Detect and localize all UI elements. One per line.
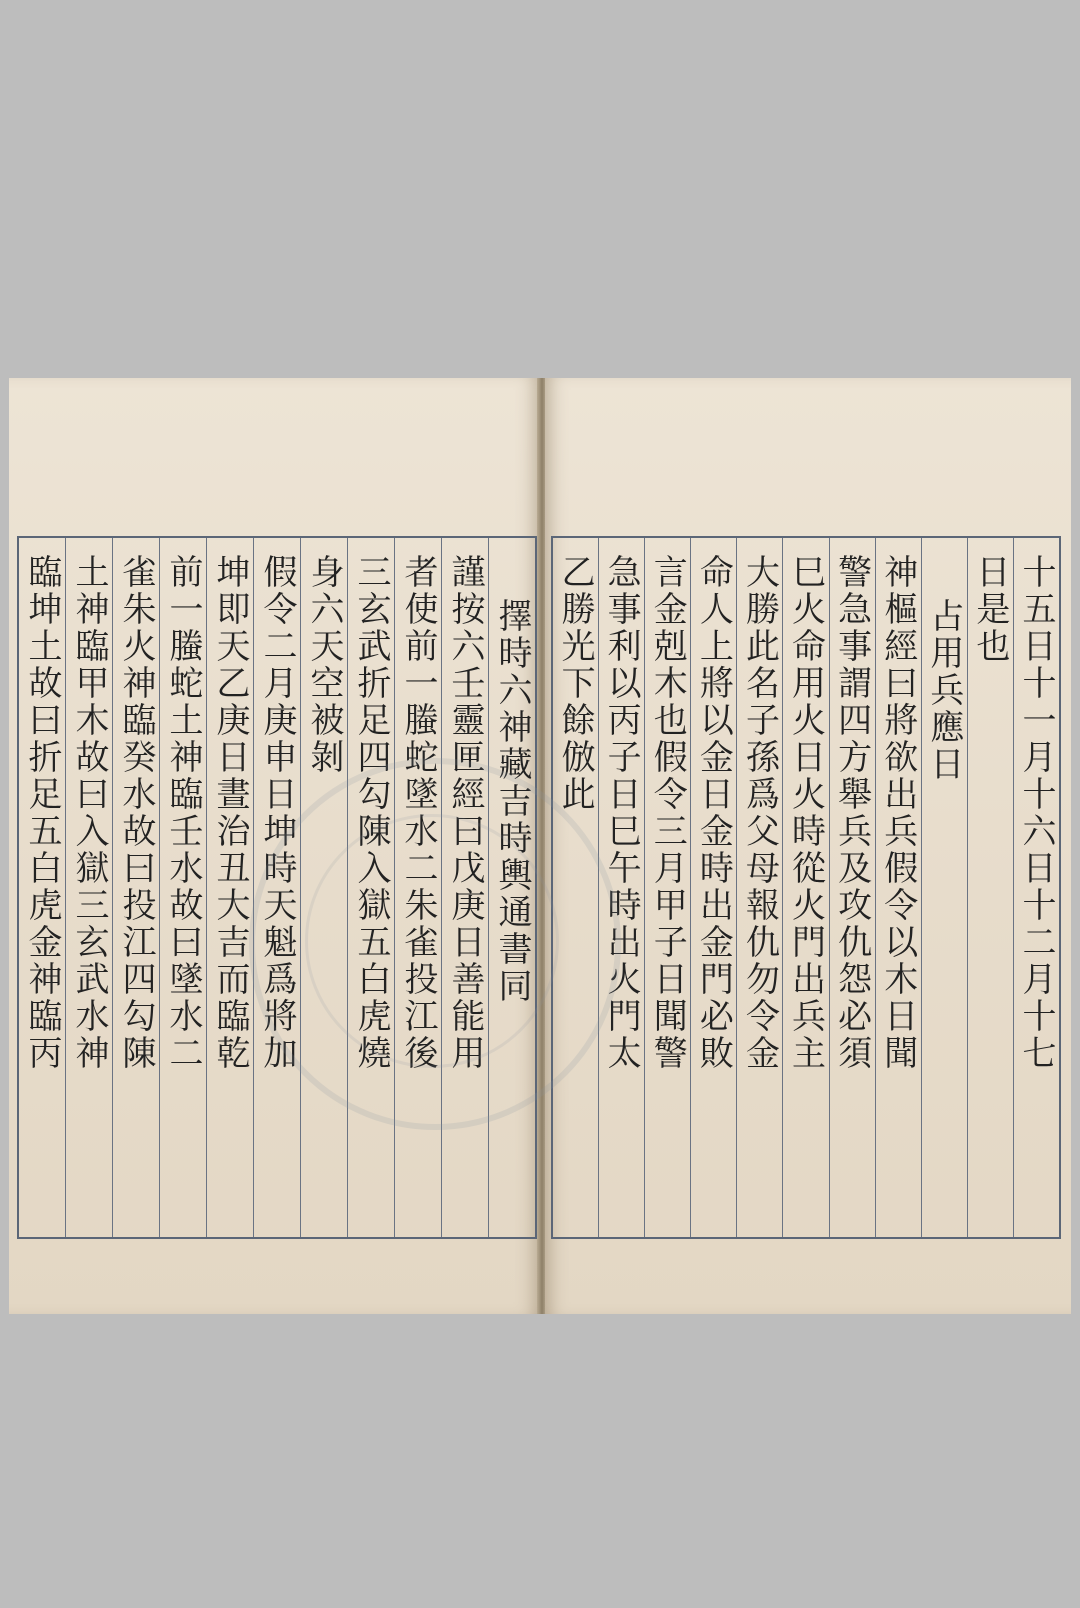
right-text-column-5: 警急事謂四方舉兵及攻仇怨必須 [829, 538, 875, 1237]
left-text-column-1: 擇時六神藏吉時輿通書同 [488, 538, 535, 1237]
left-page [9, 378, 539, 1314]
left-text-column-10: 土神臨甲木故曰入獄三玄武水神 [65, 538, 112, 1237]
left-text-column-8: 前一螣蛇土神臨壬水故曰墜水二 [159, 538, 206, 1237]
left-columns [19, 538, 535, 1237]
right-text-column-3: 占用兵應日 [921, 538, 967, 1237]
right-text-column-7: 大勝此名子孫爲父母報仇勿令金 [736, 538, 782, 1237]
left-text-column-6: 假令二月庚申日坤時天魁爲將加 [253, 538, 300, 1237]
right-text-frame [551, 536, 1061, 1239]
left-text-frame [17, 536, 537, 1239]
right-text-column-1: 十五日十一月十六日十二月十七 [1013, 538, 1059, 1237]
left-text-column-5: 身六天空被剝 [300, 538, 347, 1237]
left-text-column-2: 謹按六壬靈匣經曰戊庚日善能用 [441, 538, 488, 1237]
left-text-column-3: 者使前一螣蛇墜水二朱雀投江後 [394, 538, 441, 1237]
right-columns [553, 538, 1059, 1237]
left-text-column-7: 坤即天乙庚日晝治丑大吉而臨乾 [206, 538, 253, 1237]
left-text-column-11: 臨坤土故曰折足五白虎金神臨丙 [22, 554, 62, 1072]
right-text-column-11: 乙勝光下餘倣此 [555, 554, 596, 813]
right-text-column-9: 言金剋木也假令三月甲子日聞警 [644, 538, 690, 1237]
left-text-column-4: 三玄武折足四勾陳入獄五白虎燒 [347, 538, 394, 1237]
right-text-column-4: 神樞經曰將欲出兵假令以木日聞 [875, 538, 921, 1237]
open-book [9, 378, 1071, 1314]
right-text-column-6: 巳火命用火日火時從火門出兵主 [782, 538, 828, 1237]
right-text-column-8: 命人上將以金日金時出金門必敗 [690, 538, 736, 1237]
right-text-column-10: 急事利以丙子日巳午時出火門太 [598, 538, 644, 1237]
right-text-column-2: 日是也 [967, 538, 1013, 1237]
right-page [545, 378, 1071, 1314]
left-text-column-9: 雀朱火神臨癸水故曰投江四勾陳 [112, 538, 159, 1237]
